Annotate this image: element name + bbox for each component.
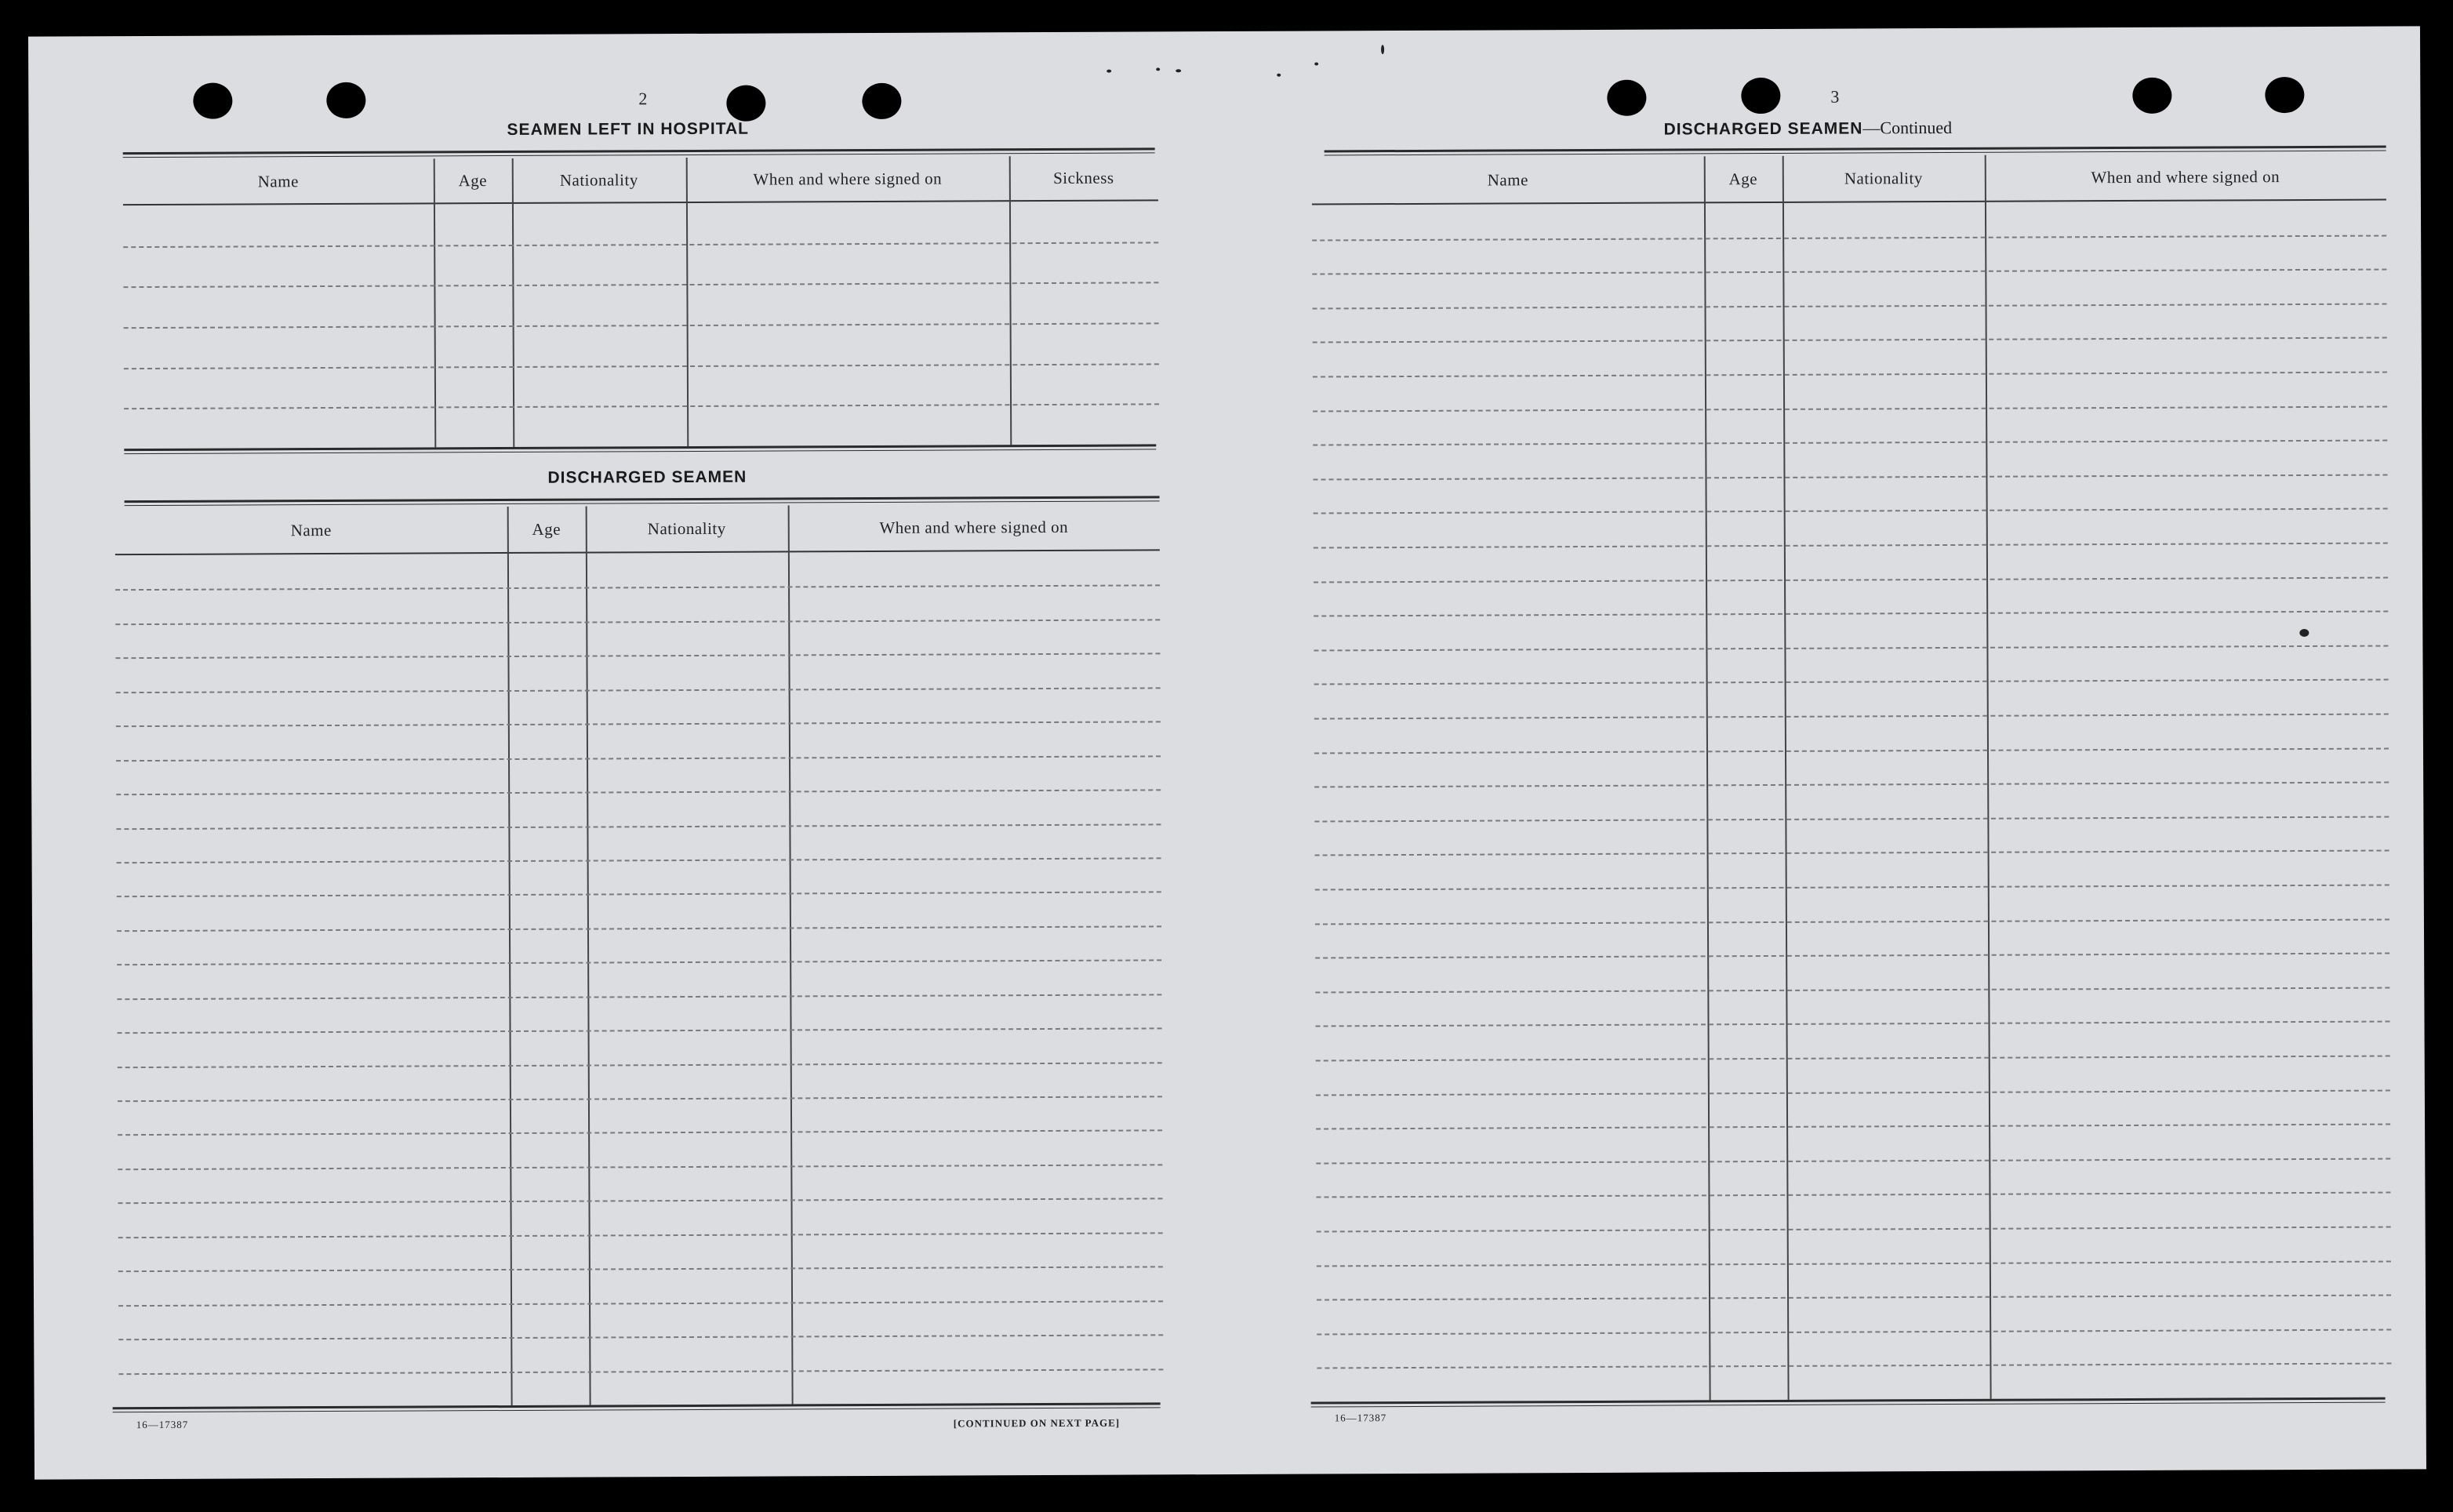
entry-row-line bbox=[123, 282, 1158, 289]
entry-row-line bbox=[1316, 1021, 2390, 1027]
ink-speck bbox=[1156, 67, 1160, 71]
punch-hole bbox=[2265, 77, 2304, 113]
col-header-signed-on: When and where signed on bbox=[879, 517, 1069, 537]
discharged-table bbox=[115, 503, 1164, 1410]
entry-row-line bbox=[1317, 1260, 2391, 1267]
ink-speck bbox=[1314, 62, 1318, 65]
entry-row-line bbox=[124, 363, 1159, 369]
entry-row-line bbox=[1317, 1295, 2391, 1301]
entry-row-line bbox=[1316, 1056, 2390, 1062]
col-header-nationality: Nationality bbox=[1844, 168, 1923, 188]
col-header-sickness: Sickness bbox=[1052, 168, 1114, 187]
entry-row-line bbox=[118, 1028, 1162, 1034]
entry-row-line bbox=[1314, 782, 2389, 788]
entry-row-line bbox=[1315, 987, 2389, 993]
col-header-nationality: Nationality bbox=[559, 169, 638, 190]
entry-row-line bbox=[1313, 474, 2387, 480]
entry-row-line bbox=[124, 322, 1159, 329]
entry-row-line bbox=[1315, 953, 2389, 959]
hospital-section-title: SEAMEN LEFT IN HOSPITAL bbox=[507, 119, 750, 139]
punch-hole bbox=[862, 83, 901, 119]
punch-hole bbox=[193, 83, 232, 119]
entry-row-line bbox=[1313, 372, 2387, 378]
entry-row-line bbox=[1314, 611, 2388, 617]
entry-row-line bbox=[1315, 885, 2389, 891]
entry-row-line bbox=[1315, 850, 2389, 856]
col-header-name: Name bbox=[290, 520, 332, 540]
entry-row-line bbox=[118, 1232, 1163, 1238]
entry-row-line bbox=[1316, 1192, 2390, 1198]
entry-row-line bbox=[118, 1164, 1162, 1170]
entry-row-line bbox=[116, 687, 1161, 693]
entry-row-line bbox=[1317, 1328, 2391, 1335]
discharged-continued-table bbox=[1312, 154, 2392, 1407]
column-divider bbox=[1985, 155, 1992, 1399]
entry-row-line bbox=[1317, 1363, 2391, 1369]
discharged-continued-title-suffix: —Continued bbox=[1862, 117, 1953, 138]
ink-speck bbox=[1381, 45, 1384, 54]
entry-row-line bbox=[1317, 1227, 2391, 1233]
entry-row-line bbox=[118, 1198, 1162, 1205]
entry-row-line bbox=[1313, 337, 2387, 343]
entry-row-line bbox=[118, 1300, 1163, 1307]
entry-row-line bbox=[118, 1062, 1162, 1068]
entry-row-line bbox=[1314, 508, 2388, 514]
document-sheet bbox=[28, 26, 2426, 1479]
ink-speck bbox=[1107, 70, 1111, 73]
entry-row-line bbox=[124, 404, 1159, 410]
entry-row-line bbox=[1313, 303, 2387, 309]
entry-row-line bbox=[1315, 918, 2389, 925]
entry-row-line bbox=[1313, 405, 2387, 412]
entry-row-line bbox=[116, 755, 1161, 761]
hospital-table bbox=[123, 155, 1160, 450]
col-header-signed-on: When and where signed on bbox=[753, 169, 943, 189]
punch-hole bbox=[326, 82, 365, 118]
entry-row-line bbox=[1316, 1124, 2390, 1130]
entry-row-line bbox=[116, 823, 1161, 830]
punch-hole bbox=[2132, 78, 2171, 114]
entry-row-line bbox=[118, 1267, 1163, 1273]
col-header-signed-on: When and where signed on bbox=[2091, 166, 2280, 187]
punch-hole bbox=[726, 85, 765, 122]
page-number-right: 3 bbox=[1830, 86, 1840, 107]
page-number-left: 2 bbox=[638, 89, 648, 109]
entry-row-line bbox=[1314, 747, 2389, 754]
punch-hole bbox=[1607, 80, 1646, 116]
discharged-continued-title bbox=[1663, 118, 1952, 140]
discharged-table-header bbox=[115, 503, 1160, 555]
col-header-nationality: Nationality bbox=[647, 518, 726, 538]
entry-row-line bbox=[115, 619, 1160, 625]
entry-row-line bbox=[118, 1130, 1162, 1136]
entry-row-line bbox=[117, 892, 1161, 898]
entry-row-line bbox=[117, 994, 1161, 1000]
entry-row-line bbox=[1314, 816, 2389, 822]
entry-row-line bbox=[118, 1096, 1162, 1102]
discharged-section-title: DISCHARGED SEAMEN bbox=[547, 467, 747, 487]
entry-row-line bbox=[1316, 1158, 2390, 1164]
discharged-continued-title-main: DISCHARGED SEAMEN bbox=[1663, 119, 1863, 139]
entry-row-line bbox=[1312, 269, 2386, 275]
entry-row-line bbox=[1314, 679, 2389, 685]
punch-hole bbox=[1741, 78, 1780, 114]
col-header-age: Age bbox=[458, 170, 488, 190]
entry-row-line bbox=[117, 857, 1161, 863]
entry-row-line bbox=[1316, 1089, 2390, 1096]
column-divider bbox=[1783, 156, 1790, 1400]
col-header-name: Name bbox=[257, 171, 299, 191]
entry-row-line bbox=[117, 925, 1161, 932]
col-header-age: Age bbox=[532, 519, 561, 539]
discharged-continued-table-header bbox=[1312, 154, 2386, 205]
continued-on-next-page: [CONTINUED ON NEXT PAGE] bbox=[953, 1416, 1121, 1430]
entry-row-line bbox=[117, 960, 1161, 966]
entry-row-line bbox=[1313, 440, 2387, 446]
col-header-name: Name bbox=[1487, 169, 1528, 190]
form-code-right: 16—17387 bbox=[1334, 1412, 1387, 1424]
form-code-left: 16—17387 bbox=[136, 1418, 189, 1431]
ink-speck bbox=[1176, 69, 1181, 72]
entry-row-line bbox=[118, 1368, 1163, 1375]
column-divider bbox=[1704, 156, 1711, 1400]
entry-row-line bbox=[123, 242, 1158, 248]
entry-row-line bbox=[1312, 234, 2386, 241]
entry-row-line bbox=[116, 721, 1161, 728]
entry-row-line bbox=[1314, 645, 2388, 651]
entry-row-line bbox=[1314, 714, 2389, 720]
col-header-age: Age bbox=[1728, 169, 1758, 188]
entry-row-line bbox=[1314, 576, 2388, 583]
entry-row-line bbox=[115, 653, 1160, 660]
hospital-table-header bbox=[123, 155, 1158, 205]
entry-row-line bbox=[118, 1334, 1163, 1340]
ink-speck bbox=[1277, 74, 1281, 77]
entry-row-line bbox=[115, 585, 1160, 591]
entry-row-line bbox=[116, 789, 1161, 795]
entry-row-line bbox=[1314, 543, 2388, 549]
